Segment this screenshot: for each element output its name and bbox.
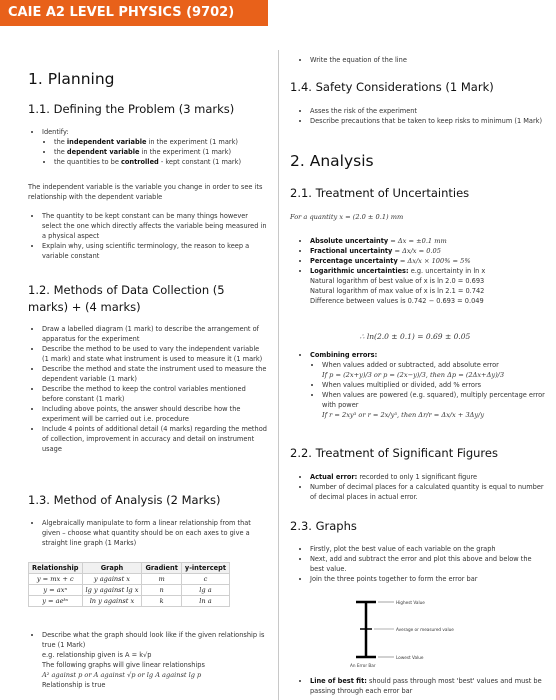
list-item: • Draw a labelled diagram (1 mark) to describe the arrangement of apparatus for the experiment xyxy=(42,324,268,344)
list-item: • Logarithmic uncertainties: e.g. uncertainty in ln x Natural logarithm of best value of x is ln 2.0 = 0.693 Natural logarithm of max value of x is ln 2.1 = 0.742 Difference between values is 0.742 − 0.693 = 0.049 xyxy=(310,266,548,306)
error-bar-diagram xyxy=(342,592,502,670)
column-divider xyxy=(278,50,279,700)
header-title: CAIE A2 LEVEL PHYSICS (9702) xyxy=(8,5,235,20)
list-item: • Describe the method to be used to vary the independent variable (1 mark) and state what instrument is used to measure it (1 mark) xyxy=(42,344,268,364)
list-item: • The quantity to be kept constant can be many things however select the one which directly affects the variable being measured in a physical aspect xyxy=(42,211,268,241)
s12-bullets xyxy=(28,324,268,454)
s21-title: 2.1. Treatment of Uncertainties xyxy=(290,186,470,200)
eg-graphs: A² against p or A against √p or lg A against lg p xyxy=(42,671,202,679)
s11-title: 1.1. Defining the Problem (3 marks) xyxy=(28,102,235,116)
list-item: • When values are powered (e.g. squared), multiply percentage error with power If r = 2xy³ or r = 2x/y³, then Δr/r = Δx/x + 3Δy/y xyxy=(322,390,548,420)
uncertainty-list xyxy=(296,236,548,306)
error-bar-caption: An Error Bar xyxy=(350,663,376,668)
list-item: • Next, add and subtract the error and plot this above and below the best value. xyxy=(310,554,546,574)
list-item: • Firstly, plot the best value of each variable on the graph xyxy=(310,544,546,554)
s13-title: 1.3. Method of Analysis (2 Marks) xyxy=(28,493,221,507)
s13-bullet xyxy=(28,518,268,548)
analysis-title: 2. Analysis xyxy=(290,152,374,170)
eg-follow: The following graphs will give linear relationships xyxy=(42,661,205,669)
table-row: y = aeᵏˣ ln y against x k ln a xyxy=(29,596,230,607)
list-item: • Describe the method to keep the control variables mentioned before constant (1 mark) xyxy=(42,384,268,404)
identify-item: • the dependent variable in the experiment (1 mark) xyxy=(54,147,274,157)
list-item: • Describe what the graph should look like if the given relationship is true (1 Mark) e.g. relationship given is A = k√p The following graphs will give linear relationships A² against p or A against √p or lg A against lg p Relationship is true xyxy=(42,630,268,690)
s12-title: 1.2. Methods of Data Collection (5 marks) + (4 marks) xyxy=(28,283,225,314)
list-item: • When values added or subtracted, add absolute error If p = (2x+y)/3 or p = (2x−y)/3, then Δp = (2Δx+Δy)/3 xyxy=(322,360,548,380)
table-row: y = axⁿ lg y against lg x n lg a xyxy=(29,585,230,596)
independent-text: The independent variable is the variable you change in order to see its relationship with the dependent variable xyxy=(28,183,263,201)
list-item: • Combining errors: • When values added or subtracted, add absolute error If p = (2x+y)/3 or p = (2x−y)/3, then Δp = (2Δx+Δy)/3 • When values multiplied or divided, add % errors • When values are powered (e.g. squared), multiply percentage error with power If r = 2xy³ or r = 2x/y³, then Δr/r = Δx/x + 3Δy/y xyxy=(310,350,548,420)
label-average: Average or measured value xyxy=(396,627,454,632)
list-item: • Fractional uncertainty = Δx/x = 0.05 xyxy=(310,246,548,256)
log-line: Natural logarithm of best value of x is ln 2.0 = 0.693 xyxy=(310,277,485,285)
best-fit xyxy=(296,676,548,696)
s13-last xyxy=(28,630,268,690)
combining-block xyxy=(296,350,548,420)
s22-bullets xyxy=(296,472,546,502)
s22-title: 2.2. Treatment of Significant Figures xyxy=(290,446,498,460)
list-item: • Asses the risk of the experiment xyxy=(310,106,546,116)
log-line: Difference between values is 0.742 − 0.693 = 0.049 xyxy=(310,297,484,305)
identify-block xyxy=(28,127,274,167)
list-item: • Including above points, the answer should describe how the experiment will be carried out i.e. procedure xyxy=(42,404,268,424)
list-item: • Describe the method and state the instrument used to measure the dependent variable (1 mark) xyxy=(42,364,268,384)
list-item: • Explain why, using scientific terminology, the reason to keep a variable constant xyxy=(42,241,268,261)
table-header: Gradient xyxy=(142,563,181,574)
s14-bullets xyxy=(296,106,546,126)
identify-item: • the quantities to be controlled - kept constant (1 mark) xyxy=(54,157,274,167)
s11-bullets xyxy=(28,211,268,261)
planning-title: 1. Planning xyxy=(28,70,115,88)
list-item: • Absolute uncertainty = Δx = ±0.1 mm xyxy=(310,236,548,246)
write-equation xyxy=(296,55,546,65)
list-item: • Actual error: recorded to only 1 significant figure xyxy=(310,472,546,482)
table-row: y = mx + c y against x m c xyxy=(29,574,230,585)
for-quantity: For a quantity x = (2.0 ± 0.1) mm xyxy=(290,213,404,221)
list-item: • Line of best fit: should pass through most 'best' values and must be passing through each error bar xyxy=(310,676,548,696)
list-item: • Write the equation of the line xyxy=(310,55,546,65)
table-header: Relationship xyxy=(29,563,83,574)
table-header: y-intercept xyxy=(181,563,229,574)
list-item: • Include 4 points of additional detail (4 marks) regarding the method of collection, improvement in accuracy and detail on instrument usage xyxy=(42,424,268,454)
list-item: • Join the three points together to form the error bar xyxy=(310,574,546,584)
table-header: Graph xyxy=(82,563,142,574)
identify-label: • Identify: • the independent variable in the experiment (1 mark) • the dependent variable in the experiment (1 mark) • the quantities to be controlled - kept constant (1 mark) xyxy=(42,127,274,167)
list-item: • Algebraically manipulate to form a linear relationship from that given – choose what quantity should be on each axes to give a straight line graph (1 Marks) xyxy=(42,518,268,548)
label-highest: Highest Value xyxy=(396,600,425,605)
list-item: • Number of decimal places for a calculated quantity is equal to number of decimal places in actual error. xyxy=(310,482,546,502)
log-result: ∴ ln(2.0 ± 0.1) = 0.69 ± 0.05 xyxy=(359,332,471,341)
identify-item: • the independent variable in the experiment (1 mark) xyxy=(54,137,274,147)
relationship-table xyxy=(28,562,230,607)
list-item: • When values multiplied or divided, add % errors xyxy=(322,380,548,390)
s23-bullets xyxy=(296,544,546,584)
list-item: • Percentage uncertainty = Δx/x × 100% = 5% xyxy=(310,256,548,266)
doc-header xyxy=(0,0,268,26)
eg-true: Relationship is true xyxy=(42,681,106,689)
eg-text: e.g. relationship given is A = k√p xyxy=(42,651,152,659)
s14-title: 1.4. Safety Considerations (1 Mark) xyxy=(290,80,494,94)
label-lowest: Lowest Value xyxy=(396,655,424,660)
log-line: Natural logarithm of max value of x is ln 2.1 = 0.742 xyxy=(310,287,485,295)
list-item: • Describe precautions that be taken to keep risks to minimum (1 Mark) xyxy=(310,116,546,126)
s23-title: 2.3. Graphs xyxy=(290,519,357,533)
